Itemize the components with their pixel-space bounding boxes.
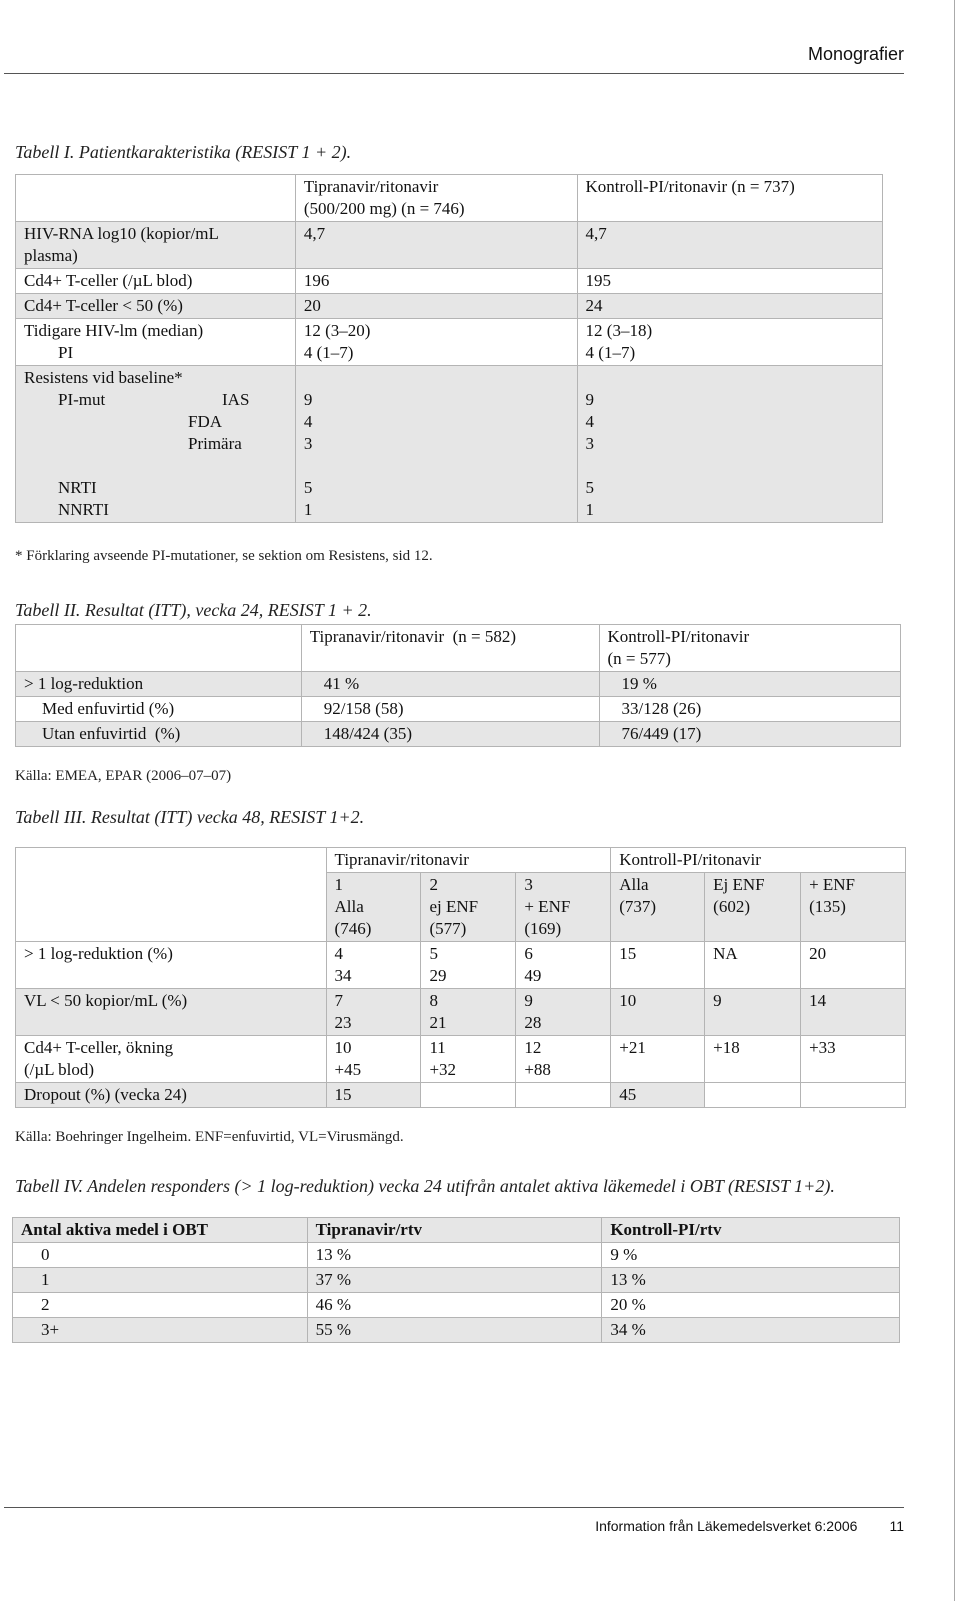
table3-value: 10 — [334, 1038, 352, 1057]
table4-row — [13, 1318, 900, 1343]
table1-cell — [577, 319, 882, 366]
table2-caption: Tabell II. Resultat (ITT), vecka 24, RESIST 1 + 2. — [15, 600, 372, 620]
right-margin-rule — [954, 0, 955, 1601]
table1-label-line: Resistens vid baseline* — [24, 368, 183, 387]
table3-cell — [516, 942, 611, 989]
table1-value: 5 — [585, 478, 595, 497]
table3-group-row — [16, 848, 906, 873]
table3-sub-line: (602) — [713, 897, 750, 916]
table3-sub-line: 2 — [429, 875, 438, 894]
table2-cell: 33/128 (26) — [599, 697, 901, 722]
table3-cell-empty — [801, 1083, 906, 1108]
table1-cell — [577, 366, 882, 523]
table1-cell: 4,7 — [577, 222, 882, 269]
table3-subheader — [705, 873, 801, 942]
table4-cell: 2 — [13, 1293, 308, 1318]
table2-col-a: Tipranavir/ritonavir (n = 582) — [301, 625, 599, 672]
table3-value: 28 — [524, 1013, 542, 1032]
table4-cell: 1 — [13, 1268, 308, 1293]
table1-cell: 24 — [577, 294, 882, 319]
table3-value: 8 — [429, 991, 438, 1010]
table3-sub-line: Ej ENF — [713, 875, 765, 894]
table4-cell: 3+ — [13, 1318, 308, 1343]
table1-cell: 195 — [577, 269, 882, 294]
table2-row — [16, 722, 901, 747]
table3-group-b: Kontroll-PI/ritonavir — [611, 848, 906, 873]
table1-value: 1 — [585, 500, 595, 519]
footer-publication: Information från Läkemedelsverket 6:2006 — [595, 1518, 858, 1534]
table2-row-label: > 1 log-reduktion — [16, 672, 302, 697]
table1-primara-label: Primära — [188, 434, 242, 453]
table3-cell — [421, 942, 516, 989]
table4-cell: 55 % — [307, 1318, 602, 1343]
table1-cell: 196 — [295, 269, 577, 294]
table3-subheader — [326, 873, 421, 942]
page-number: 11 — [889, 1518, 904, 1534]
table1-value: 1 — [303, 500, 313, 519]
table3-value: 7 — [334, 991, 344, 1010]
header-rule — [4, 73, 904, 74]
table3-cell — [326, 942, 421, 989]
table4-header: Kontroll-PI/rtv — [602, 1218, 900, 1243]
table1-label-line: Tidigare HIV-lm (median) — [24, 321, 204, 340]
table3-value: +32 — [429, 1060, 457, 1079]
table1-value: 4 (1–7) — [585, 343, 636, 362]
table1-cell: 20 — [295, 294, 577, 319]
table2-row — [16, 672, 901, 697]
table1-row-label — [16, 222, 296, 269]
table3-value: 23 — [334, 1013, 352, 1032]
table4-header: Antal aktiva medel i OBT — [13, 1218, 308, 1243]
table3-value: 29 — [429, 966, 447, 985]
table3-row — [16, 989, 906, 1036]
table3-cell — [516, 989, 611, 1036]
table1-caption: Tabell I. Patientkarakteristika (RESIST 1 + 2). — [15, 142, 352, 162]
table3-value: 21 — [429, 1013, 447, 1032]
table3-sub-line: (577) — [429, 919, 467, 938]
table1-nnrti-label: NNRTI — [58, 500, 109, 519]
table2-cell: 76/449 (17) — [599, 722, 901, 747]
table1-value: 4 — [585, 412, 595, 431]
table1-value: 9 — [585, 390, 595, 409]
table3-value: +45 — [334, 1060, 362, 1079]
table1-row-label: Cd4+ T-celler (/µL blod) — [16, 269, 296, 294]
table3-label-line: (/µL blod) — [24, 1060, 95, 1079]
table4-header-row — [13, 1218, 900, 1243]
table2-source: Källa: EMEA, EPAR (2006–07–07) — [15, 768, 232, 784]
table1-row — [16, 366, 883, 523]
table3-dropout-row — [16, 1083, 906, 1108]
table2-cell: 41 % — [301, 672, 599, 697]
table3-sub-line: + ENF — [524, 897, 571, 916]
table3-cell: 15 — [326, 1083, 421, 1108]
table3-subheader — [421, 873, 516, 942]
table3-cell — [326, 1036, 421, 1083]
table2-cell: 19 % — [599, 672, 901, 697]
table4-caption: Tabell IV. Andelen responders (> 1 log-reduktion) vecka 24 utifrån antalet aktiva läkemedel i OBT (RESIST 1+2). — [15, 1176, 835, 1196]
table4-row — [13, 1243, 900, 1268]
table3-sub-line: 3 — [524, 875, 533, 894]
table1-col-a-line1: Tipranavir/ritonavir — [303, 177, 439, 196]
table1-nrti-label: NRTI — [58, 478, 97, 497]
table1-col-b: Kontroll-PI/ritonavir (n = 737) — [577, 175, 882, 222]
table3-cell — [516, 1036, 611, 1083]
table3-cell: +33 — [801, 1036, 906, 1083]
table4-cell: 37 % — [307, 1268, 602, 1293]
table3-value: 34 — [334, 966, 352, 985]
table4-row — [13, 1293, 900, 1318]
table3-cell: 10 — [611, 989, 705, 1036]
table3-value: +88 — [524, 1060, 551, 1079]
table1-value: 4 (1–7) — [303, 343, 354, 362]
table3-sub-line: Alla — [334, 897, 364, 916]
table1 — [15, 174, 883, 523]
table1-value: 5 — [303, 478, 313, 497]
table1-header-row — [16, 175, 883, 222]
table1-label-line: HIV-RNA log10 (kopior/mL — [24, 224, 219, 243]
table2-row-label: Med enfuvirtid (%) — [16, 697, 302, 722]
table3-cell-empty — [516, 1083, 611, 1108]
table3-cell-empty — [421, 1083, 516, 1108]
table3-sub-line: 1 — [334, 875, 344, 894]
table3-corner — [16, 848, 327, 942]
table3-value: 12 — [524, 1038, 542, 1057]
table4-cell: 20 % — [602, 1293, 900, 1318]
table3-caption: Tabell III. Resultat (ITT) vecka 48, RESIST 1+2. — [15, 807, 365, 827]
table2-col-b — [599, 625, 901, 672]
table2-col-b-line1: Kontroll-PI/ritonavir — [607, 627, 750, 646]
table2-header-row — [16, 625, 901, 672]
table3-source: Källa: Boehringer Ingelheim. ENF=enfuvirtid, VL=Virusmängd. — [15, 1129, 404, 1145]
section-title: Monografier — [807, 44, 904, 64]
table3-value: 9 — [524, 991, 533, 1010]
table3-cell: 45 — [611, 1083, 705, 1108]
table2-col-b-line2: (n = 577) — [607, 649, 671, 668]
table3-subheader — [611, 873, 705, 942]
table3-sub-line: (746) — [334, 919, 372, 938]
table2-cell: 92/158 (58) — [301, 697, 599, 722]
table1-row-label — [16, 366, 296, 523]
table3-cell — [421, 1036, 516, 1083]
table3-sub-line: (737) — [619, 897, 657, 916]
table1-row — [16, 319, 883, 366]
table3-value: 11 — [429, 1038, 446, 1057]
table3-row — [16, 942, 906, 989]
footer-rule — [4, 1507, 904, 1508]
table2-row — [16, 697, 901, 722]
table4-cell: 9 % — [602, 1243, 900, 1268]
table2-corner — [16, 625, 302, 672]
table2-row-label: Utan enfuvirtid (%) — [16, 722, 302, 747]
table1-value: 3 — [585, 434, 595, 453]
table4-cell: 13 % — [602, 1268, 900, 1293]
table1-label-line: plasma) — [24, 246, 78, 265]
table1-row — [16, 294, 883, 319]
table1-row-label — [16, 319, 296, 366]
table1-col-a — [295, 175, 577, 222]
table1-corner — [16, 175, 296, 222]
table3-row-label — [16, 1036, 327, 1083]
table3-label-line: Cd4+ T-celler, ökning — [24, 1038, 174, 1057]
table1-row-label: Cd4+ T-celler < 50 (%) — [16, 294, 296, 319]
table3-value: 5 — [429, 944, 438, 963]
table1-cell — [295, 319, 577, 366]
table3-subheader — [801, 873, 906, 942]
table1-value: 4 — [303, 412, 313, 431]
table1-label-line — [24, 389, 287, 411]
table3 — [15, 847, 906, 1108]
table3-cell: 20 — [801, 942, 906, 989]
table1-label-line: PI — [58, 343, 74, 362]
table1-footnote: * Förklaring avseende PI-mutationer, se sektion om Resistens, sid 12. — [15, 548, 433, 564]
table3-cell-empty — [705, 1083, 801, 1108]
table1-col-a-line2: (500/200 mg) (n = 746) — [303, 199, 465, 218]
table3-sub-line: (135) — [809, 897, 846, 916]
table3-row-label: Dropout (%) (vecka 24) — [16, 1083, 327, 1108]
table2 — [15, 624, 901, 747]
table1-pimut-label: PI-mut — [58, 390, 106, 409]
table3-cell: 14 — [801, 989, 906, 1036]
table1-value: 12 (3–18) — [585, 321, 653, 340]
table1-value: 12 (3–20) — [303, 321, 371, 340]
table4-row — [13, 1268, 900, 1293]
table1-cell: 4,7 — [295, 222, 577, 269]
table3-cell: +18 — [705, 1036, 801, 1083]
table4-cell: 0 — [13, 1243, 308, 1268]
table1-ias-label: IAS — [222, 390, 250, 409]
page-footer — [595, 1518, 904, 1534]
table4-cell: 13 % — [307, 1243, 602, 1268]
table3-row — [16, 1036, 906, 1083]
table2-cell: 148/424 (35) — [301, 722, 599, 747]
table3-value: 6 — [524, 944, 533, 963]
table3-value: 4 — [334, 944, 344, 963]
table3-cell: +21 — [611, 1036, 705, 1083]
table3-sub-line: ej ENF — [429, 897, 479, 916]
table4-cell: 34 % — [602, 1318, 900, 1343]
table3-sub-line: + ENF — [809, 875, 856, 894]
table3-value: 49 — [524, 966, 542, 985]
table3-group-a: Tipranavir/ritonavir — [326, 848, 611, 873]
table3-row-label: > 1 log-reduktion (%) — [16, 942, 327, 989]
table3-row-label: VL < 50 kopior/mL (%) — [16, 989, 327, 1036]
table1-fda-label: FDA — [188, 412, 223, 431]
table4-header: Tipranavir/rtv — [307, 1218, 602, 1243]
table1-cell — [295, 366, 577, 523]
table3-cell — [421, 989, 516, 1036]
table3-sub-line: (169) — [524, 919, 562, 938]
table1-row — [16, 269, 883, 294]
table1-row — [16, 222, 883, 269]
table1-value: 9 — [303, 390, 313, 409]
table4 — [12, 1217, 900, 1343]
table3-cell: NA — [705, 942, 801, 989]
table1-value: 3 — [303, 434, 313, 453]
table3-sub-line: Alla — [619, 875, 649, 894]
table4-cell: 46 % — [307, 1293, 602, 1318]
table3-cell — [326, 989, 421, 1036]
table3-cell: 9 — [705, 989, 801, 1036]
table3-cell: 15 — [611, 942, 705, 989]
table3-subheader — [516, 873, 611, 942]
